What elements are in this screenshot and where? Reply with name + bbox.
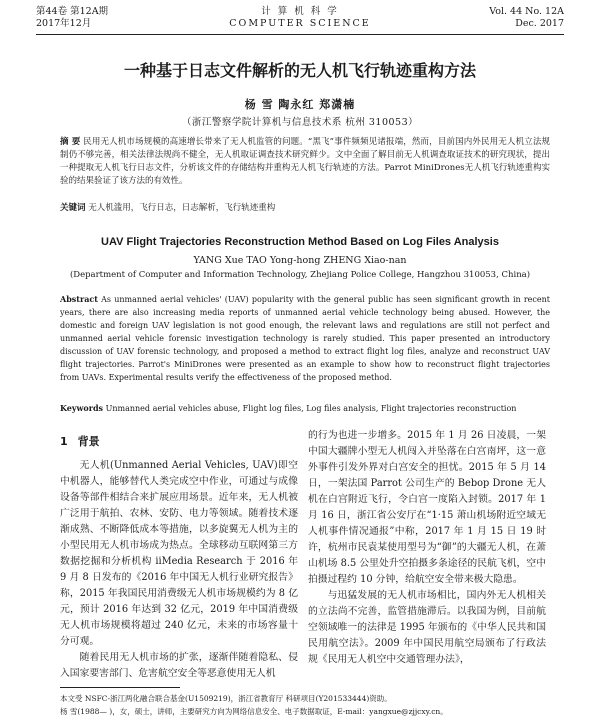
author-list-en: YANG Xue TAO Yong-hong ZHENG Xiao-nan: [193, 255, 407, 266]
keywords-en-text: Unmanned aerial vehicles abuse, Flight log files, Log files analysis, Flight trajectories reconstruction: [105, 404, 517, 413]
footnote-author: 杨 雪(1988— )，女，硕士，讲师，主要研究方向为网络信息安全、电子数据取证，E-mail：yangxue@zjjcxy.cn。: [60, 707, 448, 716]
keywords-zh-label: 关键词: [60, 203, 86, 213]
body-column-right: [308, 428, 546, 668]
abstract-en-text: As unmanned aerial vehicles' (UAV) popularity with the general public has seen significant growth in recent years, there are also increasing media reports of unmanned aerial vehicle technology being abused. However, the domestic and foreign UAV legislation is not good enough, the relevant laws and regulations are still not perfect and unmanned aerial vehicle forensic investigation technology is rarely studied. This paper presented an introductory discussion of UAV forensic technology, and proposed a method to extract flight log files, analyze and reconstruct UAV flight trajectories. Parrot's MiniDrones were presented as an example to show how to reconstruct flight trajectories from UAVs. Experimental results verify the effectiveness of the proposed method.: [60, 295, 550, 382]
paper-title-en: UAV Flight Trajectories Reconstruction Method Based on Log Files Analysis: [101, 236, 499, 248]
running-header: [36, 6, 564, 36]
header-volume-issue: 第44卷 第12A期: [36, 6, 109, 17]
abstract-en: [60, 293, 550, 384]
affiliation-en: (Department of Computer and Information Technology, Zhejiang Police College, Hangzhou 310053, China): [69, 270, 531, 280]
abstract-zh-label: 摘 要: [60, 137, 81, 147]
paper-title: 一种基于日志文件解析的无人机飞行轨迹重构方法: [123, 61, 476, 80]
keywords-en: [60, 403, 550, 413]
footnote-rule: [60, 687, 180, 688]
header-journal-en: COMPUTER SCIENCE: [229, 18, 371, 29]
paragraph: 的行为也进一步增多。2015 年 1 月 26 日凌晨，一架中国大疆牌小型无人机闯入并坠落在白宫南坪，这一意外事件引发外界对白宫安全的担忧。2015 年 5 月 14 日，一架法国 Parrot 公司生产的 Bebop Drone 无人机在白宫附近飞行，令白宫一度陷入封锁。2017 年 1 月 16 日，浙江省公安厅在“1·15 萧山机场附近空域无人机事件情况通报”中称，2017 年 1 月 15 日 19 时许，杭州市民袁某使用型号为“御”的大疆无人机，在萧山机场 8.5 公里处升空拍摄多条途径的民航飞机，空中拍摄过程约 10 分钟，给航空安全带来极大隐患。: [308, 430, 546, 585]
affiliation: （浙江警察学院计算机与信息技术系 杭州 310053）: [181, 117, 419, 128]
header-date-en: Dec. 2017: [515, 18, 564, 29]
paragraph: 与迅猛发展的无人机市场相比，国内外无人机相关的立法尚不完善，监管措施滞后。以我国为例，目前航空领域唯一的法律是 1995 年颁布的《中华人民共和国民用航空法》。2009 年中国民用航空局颁布了行政法规《民用无人机空中交通管理办法》，: [308, 590, 546, 665]
section-heading: [60, 434, 298, 450]
keywords-zh: [60, 201, 550, 213]
section-title: 背景: [77, 435, 100, 448]
section-number: 1: [60, 435, 68, 448]
body-column-left: [60, 428, 298, 682]
paragraph: 随着民用无人机市场的扩张，逐渐伴随着隐私、侵入国家要害部门、危害航空安全等恶意使用无人机: [60, 652, 298, 679]
keywords-zh-text: 无人机滥用，飞行日志，日志解析，飞行轨迹重构: [88, 203, 276, 213]
abstract-zh: [60, 136, 550, 188]
paragraph: 无人机(Unmanned Aerial Vehicles, UAV)即空中机器人，能够替代人类完成空中作业，可通过与成像设备等部件相结合来扩展应用场景。近年来，无人机被广泛用于航拍、农林、安防、电力等领域。随着技术逐渐成熟、不断降低成本等措施，以多旋翼无人机为主的小型民用无人机市场成为热点。全球移动互联网第三方数据挖掘和分析机构 iiMedia Research 于 2016 年 9 月 8 日发布的《2016 年中国无人机行业研究报告》称，2015 年我国民用消费级无人机市场规模约为 8 亿元，预计 2016 年达到 32 亿元，2019 年中国消费级无人机市场规模将超过 240 亿元，未来的市场容量十分可观。: [60, 460, 298, 647]
abstract-zh-text: 民用无人机市场规模的高速增长带来了无人机监管的问题。“黑飞”事件频频见诸报端，然而，目前国内外民用无人机立法规制仍不够完善，相关法律法规尚不健全，无人机取证调查技术研究鲜少。文中全面了解目前无人机调查取证技术的研究现状，提出一种提取无人机飞行日志文件，分析该文件的存储结构并重构无人机飞行轨迹的方法。Parrot MiniDrones无人机飞行轨迹重构实验的结果验证了该方法的有效性。: [60, 137, 550, 186]
keywords-en-label: Keywords: [60, 403, 104, 413]
author-list: 杨 雪 陶永红 郑潇楠: [244, 98, 356, 111]
header-journal-zh: 计 算 机 科 学: [261, 6, 339, 17]
header-rule: [36, 34, 564, 35]
header-volume-en: [489, 6, 564, 30]
header-date-zh: 2017年12月: [36, 18, 92, 29]
header-journal: [36, 6, 564, 30]
header-volume-issue-en: Vol. 44 No. 12A: [489, 6, 564, 17]
abstract-en-label: Abstract: [60, 294, 98, 304]
footnote-funding: 本文受 NSFC-浙江两化融合联合基金(U1509219)，浙江省教育厅 科研项目(Y201533444)资助。: [60, 694, 392, 703]
